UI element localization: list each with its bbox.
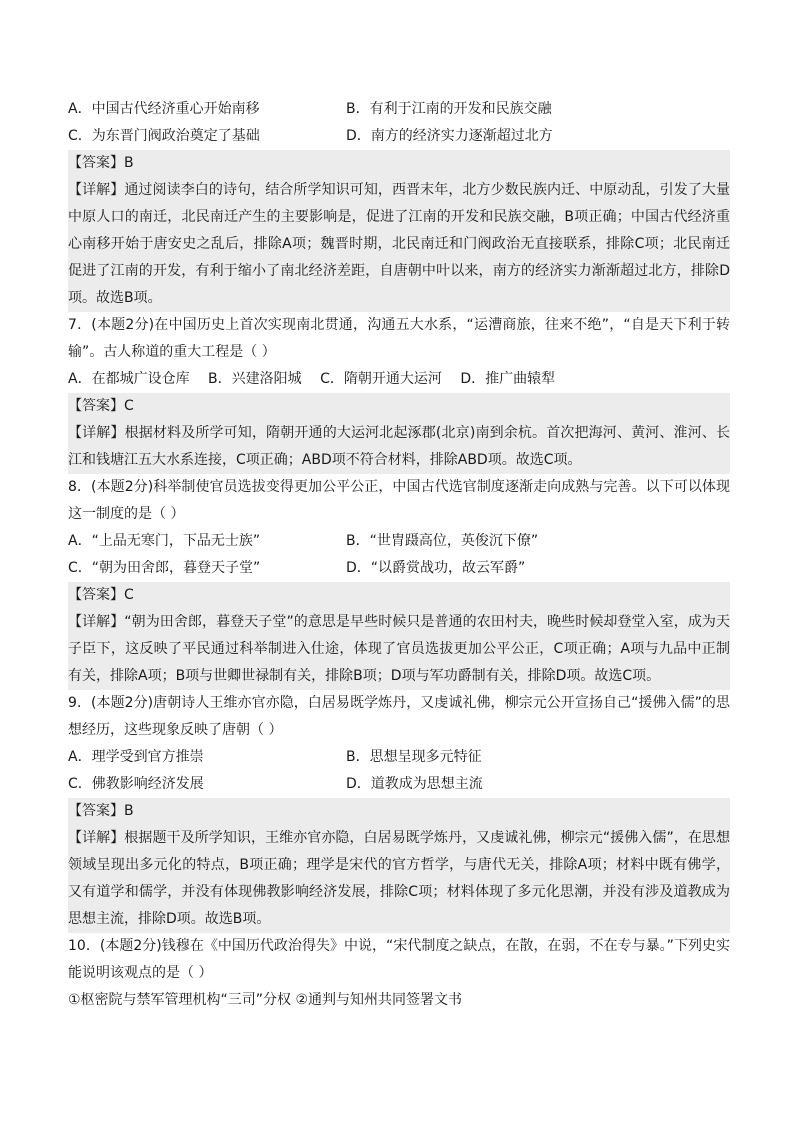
q8-option-b: B．“世胄蹑高位，英俊沉下僚” — [346, 533, 539, 549]
q6-option-a: A．中国古代经济重心开始南移 — [68, 101, 260, 117]
q6-options-row-1 — [68, 96, 730, 123]
q8-answer: 【答案】C — [68, 582, 730, 609]
q9-stem: 9．(本题2分)唐朝诗人王维亦官亦隐，白居易既学炼丹，又虔诚礼佛，柳宗元公开宣扬自己“援佛入儒”的思想经历，这些现象反映了唐朝（ ） — [68, 695, 730, 738]
q8-detail: 【详解】“朝为田舍郎，暮登天子堂”的意思是早些时候只是普通的农田村夫，晚些时候却登堂入室，成为天子臣下，这反映了平民通过科举制进入仕途，体现了官员选拔更加公平公正，C项正确；A项与九品中正制有关，排除A项；B项与世卿世禄制有关，排除B项；D项与军功爵制有关，排除D项。故选C项。 — [68, 609, 730, 690]
q7-answer: 【答案】C — [68, 393, 730, 420]
q8-option-a: A．“上品无寒门，下品无士族” — [68, 533, 261, 549]
q7-detail: 【详解】根据材料及所学可知，隋朝开通的大运河北起涿郡(北京)南到余杭。首次把海河、黄河、淮河、长江和钱塘江五大水系连接，C项正确；ABD项不符合材料，排除ABD项。故选C项。 — [68, 420, 730, 474]
q10-statements: ①枢密院与禁军管理机构“三司”分权 ②通判与知州共同签署文书 — [68, 992, 463, 1008]
q6-option-d: D．南方的经济实力逐渐超过北方 — [346, 128, 553, 144]
q9-option-c: C．佛教影响经济发展 — [68, 776, 204, 792]
document-content — [68, 96, 730, 1014]
q8-option-d: D．“以爵赏战功，故云军爵” — [346, 560, 526, 576]
q9-answer: 【答案】B — [68, 798, 730, 825]
q7-option-b: B．兴建洛阳城 — [208, 371, 302, 387]
q9-option-b: B．思想呈现多元特征 — [346, 749, 482, 765]
q7-options-row — [68, 366, 730, 393]
q6-option-c: C．为东晋门阀政治奠定了基础 — [68, 128, 260, 144]
q8-options-row-2 — [68, 555, 730, 582]
q8-stem: 8．(本题2分)科举制使官员选拔变得更加公平公正，中国古代选官制度逐渐走向成熟与完善。以下可以体现这一制度的是（ ） — [68, 479, 730, 522]
q9-detail: 【详解】根据题干及所学知识，王维亦官亦隐，白居易既学炼丹，又虔诚礼佛，柳宗元“援佛入儒”，在思想领域呈现出多元化的特点，B项正确；理学是宋代的官方哲学，与唐代无关，排除A项；材料中既有佛学，又有道学和儒学，并没有体现佛教影响经济发展，排除C项；材料体现了多元化思潮，并没有涉及道教成为思想主流，排除D项。故选B项。 — [68, 825, 730, 933]
q8-options-row-1 — [68, 528, 730, 555]
q9-option-a: A．理学受到官方推崇 — [68, 749, 204, 765]
q6-option-b: B．有利于江南的开发和民族交融 — [346, 101, 552, 117]
q8-option-c: C．“朝为田舍郎，暮登天子堂” — [68, 560, 261, 576]
q9-option-d: D．道教成为思想主流 — [346, 776, 483, 792]
q7-option-c: C．隋朝开通大运河 — [320, 371, 442, 387]
q6-answer: 【答案】B — [68, 150, 730, 177]
q6-options-row-2 — [68, 123, 730, 150]
q10-stem: 10．(本题2分)钱穆在《中国历代政治得失》中说，“宋代制度之缺点，在散，在弱，不在专与暴。”下列史实能说明该观点的是（ ） — [68, 938, 730, 981]
q9-options-row-1 — [68, 744, 730, 771]
q6-detail: 【详解】通过阅读李白的诗句，结合所学知识可知，西晋末年，北方少数民族内迁、中原动乱，引发了大量中原人口的南迁，北民南迁产生的主要影响是，促进了江南的开发和民族交融，B项正确；中国古代经济重心南移开始于唐安史之乱后，排除A项；魏晋时期，北民南迁和门阀政治无直接联系，排除C项；北民南迁促进了江南的开发，有利于缩小了南北经济差距，自唐朝中叶以来，南方的经济实力渐渐超过北方，排除D项。故选B项。 — [68, 177, 730, 312]
q9-options-row-2 — [68, 771, 730, 798]
q7-option-a: A．在都城广设仓库 — [68, 371, 190, 387]
q7-option-d: D．推广曲辕犁 — [460, 371, 556, 387]
q7-stem: 7．(本题2分)在中国历史上首次实现南北贯通，沟通五大水系，“运漕商旅，往来不绝”，“自是天下利于转输”。古人称道的重大工程是（ ） — [68, 317, 730, 360]
